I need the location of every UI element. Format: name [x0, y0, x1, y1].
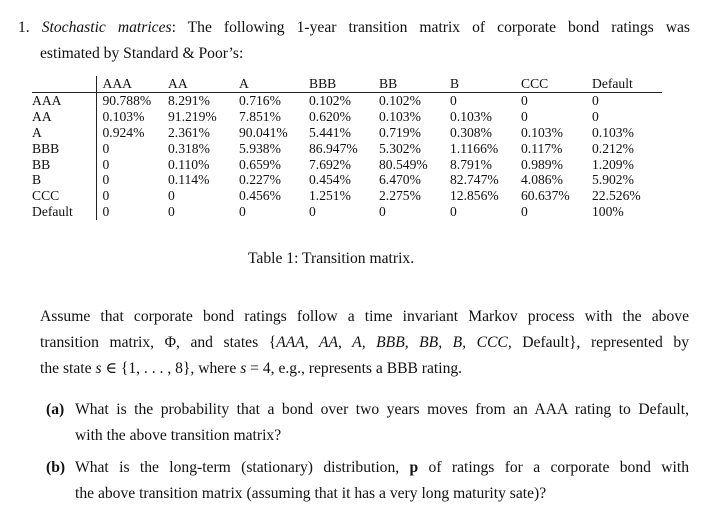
question-b-label: (b) — [46, 459, 66, 476]
assume-line3-c: = 4, e.g., represents a BBB rating. — [246, 360, 463, 377]
table-cell: 91.219% — [168, 108, 217, 124]
question-b-line1-b: of ratings for a corporate bond with — [418, 459, 689, 476]
table-cell: 7.851% — [239, 108, 281, 124]
table-cell: 1.209% — [592, 156, 634, 172]
state-symbol-s: s — [95, 360, 102, 377]
table-cell: 0 — [96, 157, 168, 173]
table-cell: 0.716% — [239, 92, 281, 108]
table-cell: 0.103% — [592, 124, 634, 140]
row-header: B — [32, 172, 42, 188]
table-cell: 0.454% — [309, 172, 351, 188]
table-cell: 0.103% — [379, 108, 421, 124]
table-cell: 5.441% — [309, 124, 351, 140]
table-body — [32, 92, 662, 220]
table-cell: 0 — [521, 108, 528, 124]
table-cell: 0.719% — [379, 124, 421, 140]
table-cell: 80.549% — [379, 156, 428, 172]
table-cell: 8.291% — [168, 92, 210, 108]
table-cell: 0 — [239, 204, 246, 220]
assume-line3-a: the state — [40, 360, 96, 377]
table-cell: 0 — [96, 204, 168, 220]
table-cell: 22.526% — [592, 188, 641, 204]
table-cell: 90.788% — [96, 92, 168, 108]
question-a-label: (a) — [46, 401, 65, 418]
table-cell: 0.620% — [309, 108, 351, 124]
column-header: B — [450, 76, 521, 92]
state-symbol-s: s — [240, 360, 247, 377]
assume-line2-a: transition matrix, Φ, and states { — [40, 334, 277, 351]
table-cell: 0.227% — [239, 172, 281, 188]
table-row — [32, 188, 662, 204]
table-cell: 0 — [592, 108, 599, 124]
assume-line2 — [40, 333, 689, 353]
vector-p-symbol: p — [409, 459, 419, 476]
problem-intro-text: : The following 1-year transition matrix of corporate bond ratings was — [171, 19, 690, 36]
table-cell: 82.747% — [450, 172, 499, 188]
table-cell: 0 — [521, 204, 528, 220]
row-header: A — [32, 124, 42, 140]
table-cell: 0 — [309, 204, 316, 220]
table-cell: 0.308% — [450, 124, 492, 140]
table-cell: 0.318% — [168, 140, 210, 156]
table-row — [32, 109, 662, 125]
table-cell: 0 — [450, 92, 457, 108]
table-cell: 1.251% — [309, 188, 351, 204]
transition-matrix-table — [32, 76, 662, 220]
table-cell: 0.212% — [592, 140, 634, 156]
row-header: AA — [32, 108, 52, 124]
table-cell: 2.361% — [168, 124, 210, 140]
row-header: Default — [32, 204, 73, 220]
table-cell: 0.102% — [309, 92, 351, 108]
table-cell: 5.302% — [379, 140, 421, 156]
table-cell: 0 — [521, 92, 528, 108]
table-cell: 0.117% — [521, 140, 563, 156]
column-header: AA — [168, 76, 239, 92]
assume-line3 — [40, 359, 462, 379]
table-row — [32, 141, 662, 157]
table-cell: 0 — [96, 141, 168, 157]
table-cell: 0.103% — [521, 124, 563, 140]
question-b-line1 — [75, 458, 689, 478]
table-corner-cell — [32, 76, 96, 92]
table-cell: 0 — [96, 172, 168, 188]
table-cell: 7.692% — [309, 156, 351, 172]
table-cell: 0 — [168, 204, 175, 220]
table-row — [32, 125, 662, 141]
assume-line2-b: Default}, represented by — [511, 334, 689, 351]
row-header: BBB — [32, 140, 60, 156]
table-cell: 0.103% — [96, 109, 168, 125]
row-header: CCC — [32, 188, 60, 204]
column-header: AAA — [96, 76, 168, 92]
table-cell: 0.103% — [450, 108, 492, 124]
problem-title: Stochastic matrices — [41, 19, 172, 36]
column-header: BBB — [309, 76, 379, 92]
table-cell: 1.1166% — [450, 140, 499, 156]
assume-line2-states: AAA, AA, A, BBB, BB, B, CCC, — [276, 334, 512, 351]
table-cell: 8.791% — [450, 156, 492, 172]
table-cell: 0 — [592, 92, 599, 108]
table-row — [32, 92, 662, 108]
table-cell: 0 — [96, 188, 168, 204]
table-cell: 0 — [450, 204, 457, 220]
table-cell: 5.938% — [239, 140, 281, 156]
column-header: CCC — [521, 76, 592, 92]
table-row — [32, 172, 662, 188]
row-header: AAA — [32, 92, 62, 108]
table-cell: 0 — [168, 188, 175, 204]
table-cell: 0.989% — [521, 156, 563, 172]
table-row — [32, 157, 662, 173]
table-cell: 5.902% — [592, 172, 634, 188]
question-a-line2: with the above transition matrix? — [75, 427, 282, 444]
table-cell: 4.086% — [521, 172, 563, 188]
table-cell: 0.456% — [239, 188, 281, 204]
column-header: BB — [379, 76, 450, 92]
table-cell: 0.110% — [168, 156, 210, 172]
table-cell: 90.041% — [239, 124, 288, 140]
table-cell: 6.470% — [379, 172, 421, 188]
table-caption: Table 1: Transition matrix. — [248, 250, 415, 267]
question-a-line1: What is the probability that a bond over two years moves from an AAA rating to Default, — [75, 401, 689, 418]
table-row — [32, 204, 662, 220]
problem-number: 1. — [18, 19, 30, 36]
table-cell: 0.114% — [168, 172, 210, 188]
row-header: BB — [32, 156, 51, 172]
table-header-row — [32, 76, 662, 92]
table-cell: 86.947% — [309, 140, 358, 156]
table-cell: 100% — [592, 204, 624, 220]
question-b-line1-a: What is the long-term (stationary) distribution, — [75, 459, 410, 476]
column-header: A — [239, 76, 309, 92]
table-cell: 60.637% — [521, 188, 570, 204]
table-cell: 12.856% — [450, 188, 499, 204]
problem-intro-line1 — [18, 18, 690, 38]
assume-line1: Assume that corporate bond ratings follow a time invariant Markov process with the above — [40, 308, 689, 325]
assume-line3-b: ∈ {1, . . . , 8}, where — [101, 360, 241, 377]
problem-intro-line2: estimated by Standard & Poor’s: — [40, 45, 244, 62]
table-cell: 2.275% — [379, 188, 421, 204]
table-cell: 0.924% — [96, 125, 168, 141]
column-header: Default — [592, 76, 662, 92]
table-cell: 0.659% — [239, 156, 281, 172]
question-b-line2: the above transition matrix (assuming that it has a very long maturity sate)? — [75, 485, 547, 502]
table-cell: 0.102% — [379, 92, 421, 108]
table-cell: 0 — [379, 204, 386, 220]
